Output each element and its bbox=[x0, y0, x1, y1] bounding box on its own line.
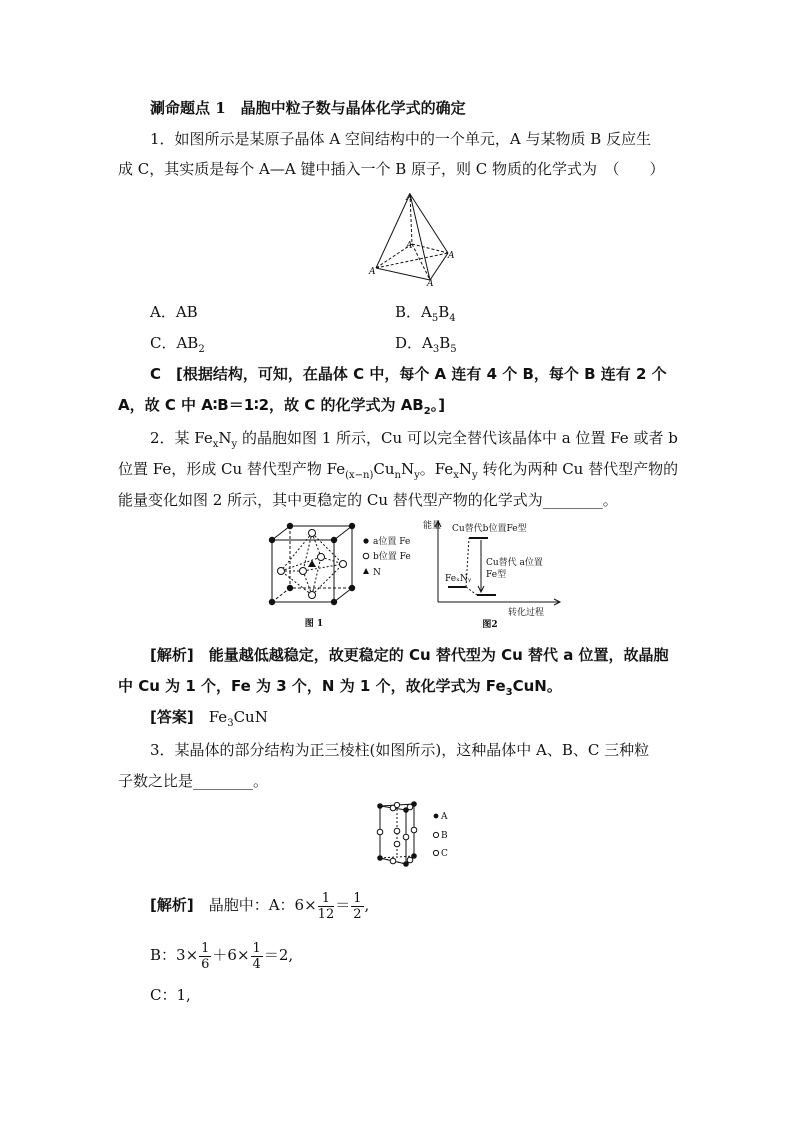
q3-line2: 子数之比是________。 bbox=[118, 772, 269, 790]
fraction: $\frac{1}{12}$ bbox=[317, 890, 335, 922]
q1-option-b: B．$A_5B_4$ bbox=[395, 303, 456, 324]
q1-answer-line1: C [根据结构，可知，在晶体 C 中，每个 A 连有 4 个 B，每个 B 连有 2 个 bbox=[150, 365, 667, 383]
legend-a: A bbox=[441, 812, 448, 822]
q1-option-c: C．$AB_2$ bbox=[150, 334, 205, 355]
q2-analysis-line2: 中 Cu 为 1 个，Fe 为 3 个，N 为 1 个，故化学式为 $Fe_3CuN$。 bbox=[118, 677, 562, 698]
section-heading: 涮命题点 1 晶胞中粒子数与晶体化学式的确定 bbox=[150, 99, 466, 117]
q3-analysis-c: C：1, bbox=[150, 986, 191, 1004]
label-cu-a-2: Fe型 bbox=[486, 570, 507, 580]
legend-b: B bbox=[441, 831, 448, 841]
q1-line1: 1．如图所示是某原子晶体 A 空间结构中的一个单元，A 与某物质 B 反应生 bbox=[150, 130, 652, 148]
q3-line1: 3．某晶体的部分结构为正三棱柱(如图所示)，这种晶体中 A、B、C 三种粒 bbox=[150, 741, 650, 759]
vertex-label: A bbox=[427, 279, 434, 286]
energy-diagram-figure-2 bbox=[420, 518, 570, 632]
legend-a: a位置 Fe bbox=[373, 537, 411, 547]
q2-line1: 2．某 $Fe_xN_y$ 的晶胞如图 1 所示，Cu 可以完全替代该晶体中 a 位置 Fe 或者 b bbox=[150, 429, 678, 450]
legend-b: b位置 Fe bbox=[373, 552, 411, 562]
fraction: $\frac{1}{6}$ bbox=[201, 940, 210, 972]
q1-line2: 成 C，其实质是每个 A—A 键中插入一个 B 原子，则 C 物质的化学式为 （ ） bbox=[118, 160, 665, 178]
figure-2-caption: 图2 bbox=[482, 620, 498, 630]
q3-analysis-b: B：3× $\frac{1}{6}$ ＋6× $\frac{1}{4}$ ＝2, bbox=[150, 940, 294, 972]
analysis-tag: [解析] bbox=[150, 896, 194, 914]
tetrahedron-figure bbox=[368, 190, 460, 286]
q3-analysis-a: [解析] 晶胞中：A：6× $\frac{1}{12}$ ＝ $\frac{1}{2}$ , bbox=[150, 890, 370, 922]
answer-tag: [答案] bbox=[150, 708, 194, 726]
vertex-label: A bbox=[369, 267, 376, 277]
q1-option-a: A．AB bbox=[150, 303, 198, 321]
crystal-cell-figure-1 bbox=[262, 520, 432, 632]
label-fexny: FeₓNᵧ bbox=[445, 574, 472, 584]
energy-axis-label: 能量 bbox=[423, 521, 442, 531]
triangular-prism-figure bbox=[374, 800, 464, 874]
figure-1-caption: 图 1 bbox=[304, 619, 324, 629]
legend-n: N bbox=[373, 568, 381, 578]
label-cu-b: Cu替代b位置Fe型 bbox=[452, 524, 527, 534]
q2-line3: 能量变化如图 2 所示，其中更稳定的 Cu 替代型产物的化学式为________。 bbox=[118, 491, 618, 509]
vertex-label: A bbox=[406, 193, 413, 203]
vertex-label: A bbox=[448, 251, 455, 261]
q1-answer-line2: A，故 C 中 A∶B＝1∶2，故 C 的化学式为 $AB_2$。] bbox=[118, 396, 446, 417]
analysis-tag: [解析] bbox=[150, 646, 194, 664]
q2-analysis-line1: [解析] 能量越低越稳定，故更稳定的 Cu 替代型为 Cu 替代 a 位置，故晶胞 bbox=[150, 646, 669, 664]
fraction: $\frac{1}{2}$ bbox=[353, 890, 362, 922]
vertex-label: A bbox=[406, 241, 413, 251]
x-axis-label: 转化过程 bbox=[508, 608, 545, 618]
fraction: $\frac{1}{4}$ bbox=[252, 940, 261, 972]
q2-line2: 位置 Fe，形成 Cu 替代型产物 $Fe_{(x-n)}Cu_nN_y$。$Fe_xN_y$ 转化为两种 Cu 替代型产物的 bbox=[118, 460, 679, 481]
q1-option-d: D．$A_3B_5$ bbox=[395, 334, 457, 355]
label-cu-a-1: Cu替代 a位置 bbox=[486, 558, 543, 568]
q2-answer: [答案] $Fe_3CuN$ bbox=[150, 708, 268, 729]
legend-c: C bbox=[441, 849, 448, 859]
